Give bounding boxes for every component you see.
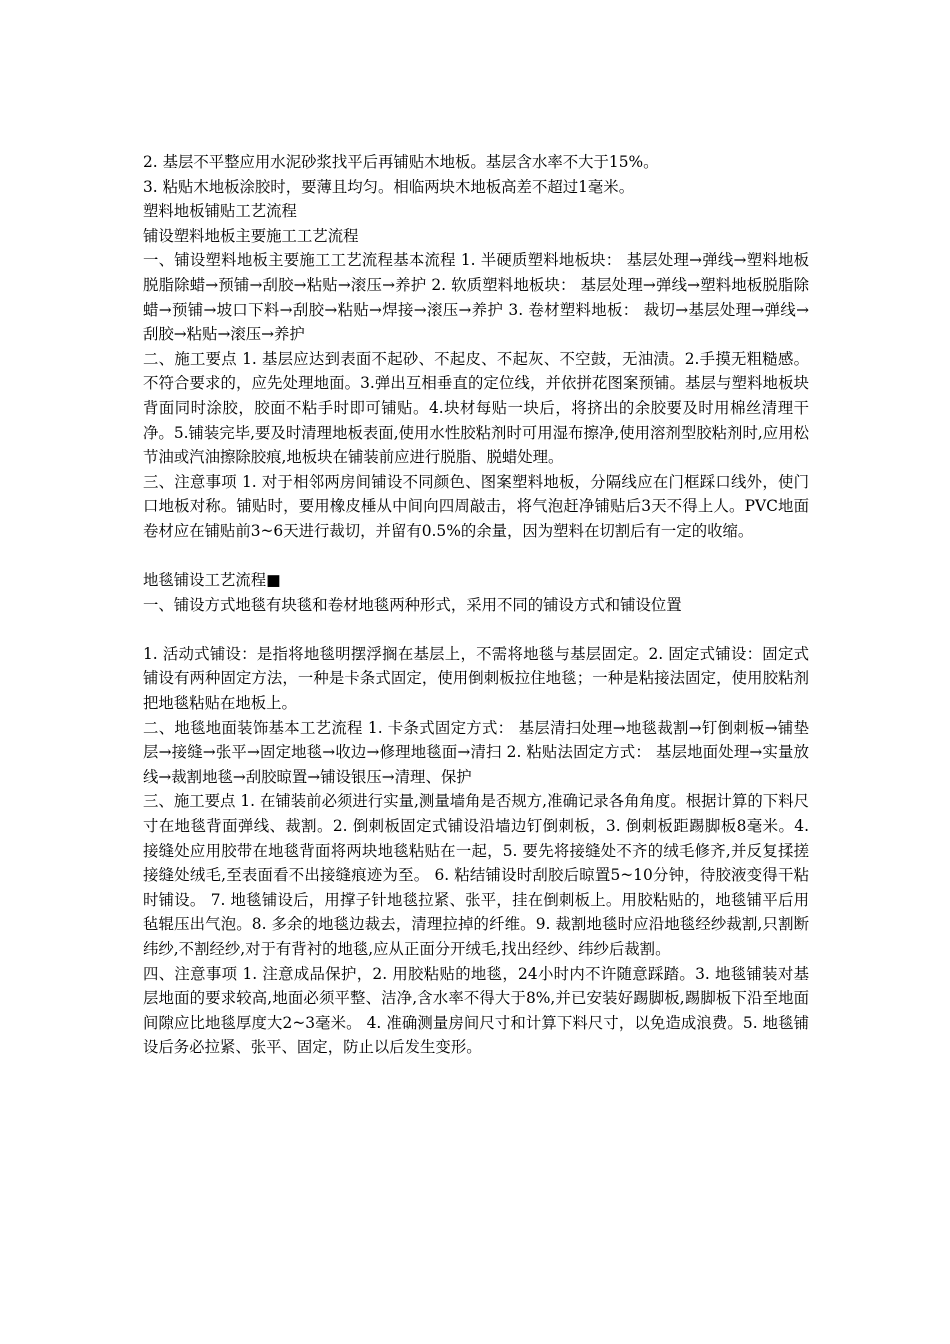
blank-line: [143, 544, 809, 569]
section-heading-plastic-floor: 塑料地板铺贴工艺流程: [143, 202, 297, 221]
paragraph-base-leveling: 2. 基层不平整应用水泥砂浆找平后再铺贴木地板。基层含水率不大于15%。: [143, 153, 659, 171]
subheading-plastic-floor-process: 铺设塑料地板主要施工工艺流程: [143, 226, 359, 245]
section-heading-carpet: 地毯铺设工艺流程■: [143, 571, 281, 590]
paragraph-carpet-installation-types: 1. 活动式铺设：是指将地毯明摆浮搁在基层上，不需将地毯与基层固定。2. 固定式铺设：固定式铺设有两种固定方法，一种是卡条式固定，使用倒刺板拉住地毯；一种是粘接法固定，使用胶粘剂把地毯粘贴在地板上。: [143, 644, 809, 713]
paragraph-carpet-basic-flow: 二、地毯地面装饰基本工艺流程 1. 卡条式固定方式： 基层清扫处理→地毯裁割→钉倒刺板→铺垫层→接缝→张平→固定地毯→收边→修理地毯面→清扫 2. 粘贴法固定方式： 基层地面处理→实量放线→裁割地毯→刮胶晾置→铺设银压→清理、保护: [143, 718, 809, 786]
paragraph-carpet-methods: 一、铺设方式地毯有块毯和卷材地毯两种形式，采用不同的铺设方式和铺设位置: [143, 595, 682, 614]
paragraph-plastic-notes: 三、注意事项 1. 对于相邻两房间铺设不同颜色、图案塑料地板，分隔线应在门框踩口线外，使门口地板对称。铺贴时，要用橡皮棰从中间向四周敲击，将气泡赶净铺贴后3天不得上人。PVC地面卷材应在铺贴前3~6天进行裁切，并留有0.5%的余量，因为塑料在切割后有一定的收缩。: [143, 472, 809, 540]
paragraph-carpet-key-points: 三、施工要点 1. 在铺装前必须进行实量,测量墙角是否规方,准确记录各角角度。根据计算的下料尺寸在地毯背面弹线、裁割。2. 倒刺板固定式铺设沿墙边钉倒刺板，3. 倒刺板距踢脚板8毫米。4. 接缝处应用胶带在地毯背面将两块地毯粘贴在一起，5. 要先将接缝处不齐的绒毛修齐,并反复揉搓接缝处绒毛,至表面看不出接缝痕迹为至。 6. 粘结铺设时刮胶后晾置5~10分钟，待胶液变得干粘时铺设。 7. 地毯铺设后，用撑子针地毯拉紧、张平，挂在倒刺板上。用胶粘贴的，地毯铺平后用毡辊压出气泡。8. 多余的地毯边裁去，清理拉掉的纤维。9. 裁割地毯时应沿地毯经纱裁割,只割断纬纱,不割经纱,对于有背衬的地毯,应从正面分开绒毛,找出经纱、纬纱后裁割。: [143, 792, 809, 958]
paragraph-plastic-basic-flow: 一、铺设塑料地板主要施工工艺流程基本流程 1. 半硬质塑料地板块： 基层处理→弹线→塑料地板脱脂除蜡→预铺→刮胶→粘贴→滚压→养护 2. 软质塑料地板块： 基层处理→弹线→塑料地板脱脂除蜡→预铺→坡口下料→刮胶→粘贴→焊接→滚压→养护 3. 卷材塑料地板： 裁切→基层处理→弹线→刮胶→粘贴→滚压→养护: [143, 251, 809, 344]
document-body: [143, 150, 809, 1060]
paragraph-carpet-notes: 四、注意事项 1. 注意成品保护，2. 用胶粘贴的地毯，24小时内不许随意踩踏。3. 地毯铺装对基层地面的要求较高,地面必须平整、洁净,含水率不得大于8%,并已安装好踢脚板,踢脚板下沿至地面间隙应比地毯厚度大2~3毫米。 4. 准确测量房间尺寸和计算下料尺寸，以免造成浪费。5. 地毯铺设后务必拉紧、张平、固定，防止以后发生变形。: [143, 964, 809, 1057]
paragraph-plastic-key-points: 二、施工要点 1. 基层应达到表面不起砂、不起皮、不起灰、不空鼓，无油渍。2.手摸无粗糙感。不符合要求的，应先处理地面。3.弹出互相垂直的定位线，并依拼花图案预铺。基层与塑料地板块背面同时涂胶，胶面不粘手时即可铺贴。4.块材每贴一块后，将挤出的余胶要及时用棉丝清理干净。5.铺装完毕,要及时清理地板表面,使用水性胶粘剂时可用湿布擦净,使用溶剂型胶粘剂时,应用松节油或汽油擦除胶痕,地板块在铺装前应进行脱脂、脱蜡处理。: [143, 349, 809, 467]
paragraph-glue-application: 3. 粘贴木地板涂胶时，要薄且均匀。相临两块木地板高差不超过1毫米。: [143, 177, 635, 196]
blank-line: [143, 617, 809, 642]
